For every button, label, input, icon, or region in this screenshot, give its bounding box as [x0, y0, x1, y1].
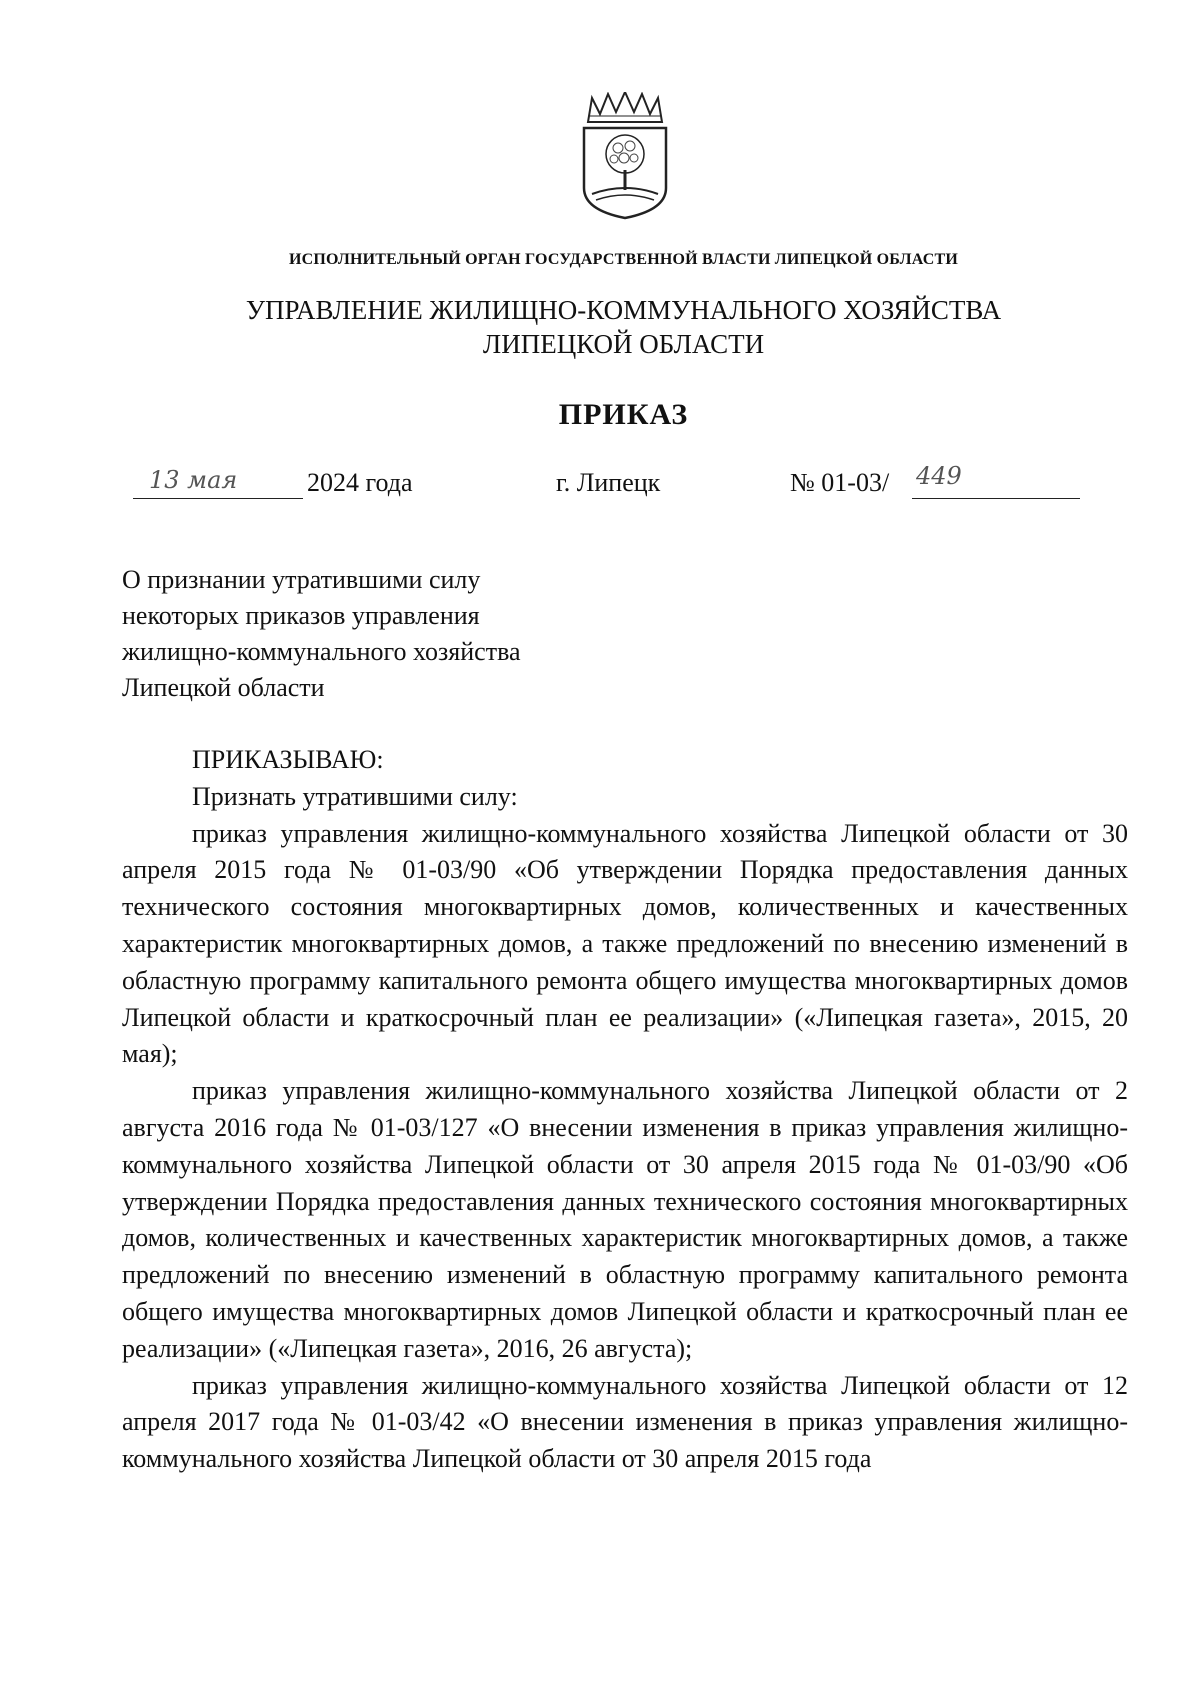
document-body — [122, 742, 1128, 1478]
body-item-3: приказ управления жилищно-коммунального хозяйства Липецкой области от 12 апреля 2017 года № 01-03/42 «О внесении изменения в приказ управления жилищно-коммунального хозяйства Липецкой области от 30 апреля 2015 года — [122, 1370, 1128, 1474]
handwritten-number: 449 — [916, 462, 962, 490]
order-word: ПРИКАЗЫВАЮ: — [192, 745, 384, 774]
date-field — [133, 466, 303, 499]
recognize-clause: Признать утратившими силу: — [192, 781, 518, 811]
agency-name: ИСПОЛНИТЕЛЬНЫЙ ОРГАН ГОСУДАРСТВЕННОЙ ВЛАСТИ ЛИПЕЦКОЙ ОБЛАСТИ — [289, 251, 958, 268]
subject-line-1: О признании утратившими силу — [122, 565, 481, 594]
subject-line-4: Липецкой области — [122, 673, 325, 702]
handwritten-date: 13 мая — [149, 466, 238, 494]
date-year: 2024 года — [307, 468, 413, 497]
document-number-field — [912, 462, 1080, 499]
department-line-1: УПРАВЛЕНИЕ ЖИЛИЩНО-КОММУНАЛЬНОГО ХОЗЯЙСТВА — [245, 295, 1002, 325]
document-type: ПРИКАЗ — [558, 398, 689, 431]
subject-line-3: жилищно-коммунального хозяйства — [122, 637, 521, 666]
department-name — [0, 293, 1200, 361]
subject-line-2: некоторых приказов управления — [122, 601, 480, 630]
document-number-label: № 01-03/ — [790, 468, 890, 497]
body-item-2: приказ управления жилищно-коммунального хозяйства Липецкой области от 2 августа 2016 года № 01-03/127 «О внесении изменения в приказ управления жилищно-коммунального хозяйства Липецкой области от 30 апреля 2015 года № 01-03/90 «Об утверждении Порядка предоставления данных технического состояния многоквартирных домов, количественных и качественных характеристик многоквартирных домов, а также предложений по внесению изменений в областную программу капитального ремонта общего имущества многоквартирных домов Липецкой области и краткосрочный план ее реализации» («Липецкая газета», 2016, 26 августа); — [122, 1076, 1128, 1363]
body-item-1: приказ управления жилищно-коммунального хозяйства Липецкой области от 30 апреля 2015 года № 01-03/90 «Об утверждении Порядка предоставления данных технического состояния многоквартирных домов, количественных и качественных характеристик многоквартирных домов, а также предложений по внесению изменений в областную программу капитального ремонта общего имущества многоквартирных домов Липецкой области и краткосрочный план ее реализации» («Липецкая газета», 2015, 20 мая); — [122, 818, 1128, 1069]
city: г. Липецк — [556, 468, 661, 497]
coat-of-arms-icon — [578, 92, 672, 220]
document-subject — [122, 562, 521, 706]
department-line-2: ЛИПЕЦКОЙ ОБЛАСТИ — [482, 329, 765, 359]
